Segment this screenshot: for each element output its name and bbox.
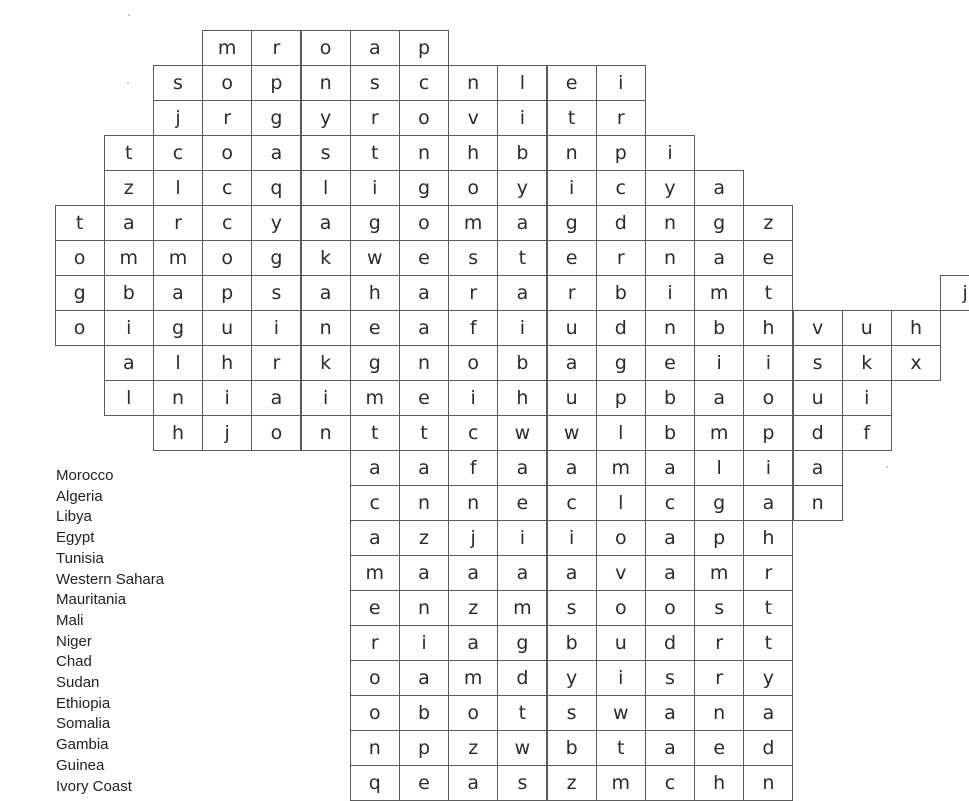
grid-cell: a <box>694 170 744 206</box>
grid-cell: g <box>547 205 597 241</box>
grid-cell: z <box>743 205 793 241</box>
word-list-item: Guinea <box>56 756 105 774</box>
grid-cell: p <box>399 30 449 66</box>
word-list-item: Mauritania <box>56 591 127 609</box>
grid-cell: s <box>547 590 597 626</box>
grid-cell: e <box>497 485 547 521</box>
grid-cell: t <box>350 135 400 171</box>
grid-cell: g <box>350 345 400 381</box>
grid-cell: e <box>399 765 449 801</box>
grid-cell: h <box>743 520 793 556</box>
grid-cell: w <box>497 730 547 766</box>
grid-cell: l <box>104 380 154 416</box>
grid-cell: o <box>399 205 449 241</box>
grid-cell: p <box>596 380 646 416</box>
grid-cell: s <box>547 695 597 731</box>
grid-cell: j <box>153 100 203 136</box>
grid-cell: v <box>793 310 843 346</box>
grid-cell: s <box>645 660 695 696</box>
grid-cell: g <box>251 100 301 136</box>
grid-cell: n <box>448 65 498 101</box>
grid-cell: t <box>497 695 547 731</box>
grid-cell: g <box>55 275 105 311</box>
grid-cell: r <box>743 555 793 591</box>
word-list-item: Mali <box>56 611 84 629</box>
grid-cell: g <box>153 310 203 346</box>
grid-cell: a <box>743 695 793 731</box>
scan-speck <box>128 14 130 16</box>
grid-cell: b <box>399 695 449 731</box>
grid-cell: a <box>645 695 695 731</box>
word-list <box>56 466 164 797</box>
grid-cell: a <box>104 205 154 241</box>
grid-cell: a <box>448 555 498 591</box>
grid-cell: a <box>153 275 203 311</box>
grid-cell: s <box>448 240 498 276</box>
grid-cell: n <box>301 310 351 346</box>
grid-cell: c <box>153 135 203 171</box>
grid-cell: a <box>399 450 449 486</box>
grid-cell: i <box>350 170 400 206</box>
grid-cell: h <box>891 310 941 346</box>
grid-cell: q <box>251 170 301 206</box>
grid-cell: n <box>743 765 793 801</box>
grid-cell: e <box>547 240 597 276</box>
grid-cell: f <box>448 310 498 346</box>
grid-cell: o <box>743 380 793 416</box>
grid-cell: n <box>399 345 449 381</box>
grid-cell: i <box>202 380 252 416</box>
grid-cell: o <box>301 30 351 66</box>
grid-cell: a <box>251 135 301 171</box>
grid-cell: s <box>251 275 301 311</box>
grid-cell: a <box>645 520 695 556</box>
grid-cell: h <box>350 275 400 311</box>
grid-cell: i <box>547 170 597 206</box>
grid-cell: h <box>743 310 793 346</box>
grid-cell: o <box>202 65 252 101</box>
grid-cell: c <box>202 170 252 206</box>
word-list-item: Ivory Coast <box>56 777 132 795</box>
grid-cell: b <box>596 275 646 311</box>
grid-cell: i <box>596 660 646 696</box>
grid-cell: u <box>793 380 843 416</box>
grid-cell: a <box>645 730 695 766</box>
grid-cell: m <box>596 765 646 801</box>
grid-cell: c <box>645 765 695 801</box>
grid-cell: l <box>497 65 547 101</box>
grid-cell: g <box>596 345 646 381</box>
grid-cell: i <box>694 345 744 381</box>
grid-cell: a <box>399 555 449 591</box>
grid-cell: u <box>596 625 646 661</box>
grid-cell: m <box>694 555 744 591</box>
grid-cell: b <box>104 275 154 311</box>
grid-cell: l <box>153 345 203 381</box>
grid-cell: h <box>694 765 744 801</box>
grid-cell: a <box>448 625 498 661</box>
grid-cell: o <box>251 415 301 451</box>
grid-cell: r <box>350 100 400 136</box>
grid-cell: b <box>547 625 597 661</box>
grid-cell: m <box>350 380 400 416</box>
grid-cell: p <box>743 415 793 451</box>
scan-speck <box>886 466 888 468</box>
grid-cell: c <box>350 485 400 521</box>
grid-cell: t <box>743 275 793 311</box>
grid-cell: k <box>842 345 892 381</box>
grid-cell: m <box>350 555 400 591</box>
grid-cell: n <box>399 135 449 171</box>
grid-cell: m <box>104 240 154 276</box>
grid-cell: f <box>842 415 892 451</box>
grid-cell: i <box>399 625 449 661</box>
grid-cell: s <box>694 590 744 626</box>
grid-cell: f <box>448 450 498 486</box>
grid-cell: t <box>497 240 547 276</box>
grid-cell: i <box>743 450 793 486</box>
grid-cell: b <box>497 135 547 171</box>
grid-cell: e <box>399 380 449 416</box>
grid-cell: e <box>694 730 744 766</box>
grid-cell: r <box>596 240 646 276</box>
grid-cell: r <box>251 30 301 66</box>
grid-cell: i <box>645 275 695 311</box>
grid-cell: n <box>153 380 203 416</box>
grid-cell: a <box>547 555 597 591</box>
grid-cell: i <box>547 520 597 556</box>
grid-cell: l <box>153 170 203 206</box>
grid-cell: r <box>694 660 744 696</box>
grid-cell: i <box>645 135 695 171</box>
grid-cell: a <box>694 240 744 276</box>
grid-cell: w <box>596 695 646 731</box>
grid-cell: b <box>645 380 695 416</box>
grid-cell: m <box>497 590 547 626</box>
grid-cell: r <box>596 100 646 136</box>
grid-cell: i <box>842 380 892 416</box>
grid-cell: d <box>743 730 793 766</box>
grid-cell: a <box>645 450 695 486</box>
grid-cell: a <box>350 520 400 556</box>
grid-cell: w <box>350 240 400 276</box>
grid-cell: j <box>448 520 498 556</box>
grid-cell: w <box>547 415 597 451</box>
grid-cell: t <box>596 730 646 766</box>
grid-cell: m <box>694 415 744 451</box>
grid-cell: o <box>645 590 695 626</box>
grid-cell: o <box>202 135 252 171</box>
grid-cell: n <box>350 730 400 766</box>
grid-cell: d <box>497 660 547 696</box>
grid-cell: y <box>497 170 547 206</box>
grid-cell: o <box>448 170 498 206</box>
grid-cell: n <box>793 485 843 521</box>
grid-cell: y <box>301 100 351 136</box>
word-list-item: Morocco <box>56 467 114 484</box>
grid-cell: n <box>645 310 695 346</box>
grid-cell: t <box>547 100 597 136</box>
grid-cell: a <box>301 205 351 241</box>
grid-cell: r <box>153 205 203 241</box>
grid-cell: r <box>694 625 744 661</box>
grid-cell: u <box>842 310 892 346</box>
scan-speck <box>127 82 129 84</box>
grid-cell: o <box>202 240 252 276</box>
grid-cell: l <box>596 415 646 451</box>
word-list-item: Ethiopia <box>56 694 111 712</box>
grid-cell: d <box>596 205 646 241</box>
grid-cell: a <box>399 660 449 696</box>
grid-cell: g <box>694 485 744 521</box>
grid-cell: a <box>104 345 154 381</box>
word-list-item: Libya <box>56 508 92 526</box>
grid-cell: g <box>251 240 301 276</box>
grid-cell: b <box>694 310 744 346</box>
grid-cell: n <box>547 135 597 171</box>
grid-cell: o <box>350 660 400 696</box>
word-list-item: Gambia <box>56 736 109 754</box>
grid-cell: n <box>301 65 351 101</box>
grid-cell: r <box>202 100 252 136</box>
grid-cell: a <box>251 380 301 416</box>
grid-cell: m <box>153 240 203 276</box>
grid-cell: u <box>547 310 597 346</box>
grid-cell: t <box>743 590 793 626</box>
grid-cell: o <box>448 695 498 731</box>
grid-cell: z <box>448 590 498 626</box>
grid-cell: y <box>743 660 793 696</box>
grid-cell: a <box>793 450 843 486</box>
grid-cell: a <box>350 450 400 486</box>
grid-cell: i <box>301 380 351 416</box>
word-list-item: Algeria <box>56 487 103 505</box>
grid-cell: e <box>399 240 449 276</box>
grid-cell: v <box>596 555 646 591</box>
grid-cell: o <box>350 695 400 731</box>
grid-cell: c <box>202 205 252 241</box>
grid-cell: a <box>497 275 547 311</box>
grid-cell: c <box>448 415 498 451</box>
grid-cell: p <box>694 520 744 556</box>
grid-cell: c <box>399 65 449 101</box>
grid-cell: u <box>202 310 252 346</box>
grid-cell: i <box>251 310 301 346</box>
grid-cell: g <box>497 625 547 661</box>
grid-cell: z <box>547 765 597 801</box>
grid-cell: g <box>694 205 744 241</box>
grid-cell: s <box>497 765 547 801</box>
grid-cell: r <box>448 275 498 311</box>
grid-cell: s <box>153 65 203 101</box>
grid-cell: a <box>301 275 351 311</box>
grid-cell: o <box>55 240 105 276</box>
grid-cell: s <box>301 135 351 171</box>
grid-cell: p <box>399 730 449 766</box>
grid-cell: j <box>940 275 969 311</box>
grid-cell: y <box>645 170 695 206</box>
grid-cell: y <box>251 205 301 241</box>
grid-cell: a <box>547 450 597 486</box>
grid-cell: o <box>399 100 449 136</box>
grid-cell: s <box>793 345 843 381</box>
grid-cell: d <box>793 415 843 451</box>
grid-cell: b <box>547 730 597 766</box>
grid-cell: i <box>497 520 547 556</box>
grid-cell: l <box>596 485 646 521</box>
grid-cell: r <box>251 345 301 381</box>
word-list-item: Niger <box>56 632 92 650</box>
grid-cell: a <box>497 205 547 241</box>
grid-cell: d <box>596 310 646 346</box>
grid-cell: a <box>743 485 793 521</box>
grid-cell: k <box>301 345 351 381</box>
grid-cell: o <box>448 345 498 381</box>
grid-cell: n <box>645 240 695 276</box>
grid-cell: g <box>350 205 400 241</box>
grid-cell: a <box>497 555 547 591</box>
grid-cell: p <box>251 65 301 101</box>
grid-cell: z <box>448 730 498 766</box>
grid-cell: o <box>596 520 646 556</box>
grid-cell: i <box>448 380 498 416</box>
word-list-item: Sudan <box>56 674 100 692</box>
grid-cell: b <box>497 345 547 381</box>
grid-cell: a <box>448 765 498 801</box>
grid-cell: n <box>448 485 498 521</box>
grid-cell: e <box>645 345 695 381</box>
grid-cell: p <box>202 275 252 311</box>
word-list-item: Egypt <box>56 529 95 547</box>
grid-cell: m <box>448 205 498 241</box>
grid-cell: j <box>202 415 252 451</box>
grid-cell: o <box>596 590 646 626</box>
grid-cell: n <box>694 695 744 731</box>
grid-cell: m <box>596 450 646 486</box>
word-list-item: Western Sahara <box>56 570 165 588</box>
grid-cell: a <box>645 555 695 591</box>
grid-cell: h <box>153 415 203 451</box>
grid-cell: r <box>350 625 400 661</box>
grid-cell: c <box>596 170 646 206</box>
grid-cell: l <box>301 170 351 206</box>
grid-cell: z <box>104 170 154 206</box>
grid-cell: i <box>743 345 793 381</box>
grid-cell: n <box>645 205 695 241</box>
grid-cell: r <box>547 275 597 311</box>
grid-cell: y <box>547 660 597 696</box>
grid-cell: p <box>596 135 646 171</box>
grid-cell: a <box>497 450 547 486</box>
grid-cell: a <box>350 30 400 66</box>
grid-cell: n <box>399 590 449 626</box>
grid-cell: i <box>104 310 154 346</box>
grid-cell: e <box>350 310 400 346</box>
grid-cell: d <box>645 625 695 661</box>
grid-cell: m <box>202 30 252 66</box>
word-list-item: Tunisia <box>56 549 104 567</box>
grid-cell: h <box>202 345 252 381</box>
grid-cell: b <box>645 415 695 451</box>
grid-cell: v <box>448 100 498 136</box>
grid-cell: g <box>399 170 449 206</box>
grid-cell: l <box>694 450 744 486</box>
grid-cell: c <box>645 485 695 521</box>
grid-cell: t <box>55 205 105 241</box>
grid-cell: u <box>547 380 597 416</box>
grid-cell: k <box>301 240 351 276</box>
grid-cell: i <box>497 100 547 136</box>
grid-cell: e <box>547 65 597 101</box>
grid-cell: c <box>547 485 597 521</box>
grid-cell: t <box>399 415 449 451</box>
word-list-item: Somalia <box>56 715 111 733</box>
grid-cell: e <box>743 240 793 276</box>
grid-cell: n <box>301 415 351 451</box>
grid-cell: w <box>497 415 547 451</box>
grid-cell: h <box>448 135 498 171</box>
grid-cell: x <box>891 345 941 381</box>
grid-cell: t <box>350 415 400 451</box>
grid-cell: e <box>350 590 400 626</box>
grid-cell: h <box>497 380 547 416</box>
grid-cell: a <box>694 380 744 416</box>
grid-cell: n <box>399 485 449 521</box>
grid-cell: q <box>350 765 400 801</box>
grid-cell: t <box>743 625 793 661</box>
grid-cell: a <box>399 310 449 346</box>
word-list-item: Chad <box>56 653 92 671</box>
grid-cell: s <box>350 65 400 101</box>
grid-cell: z <box>399 520 449 556</box>
grid-cell: i <box>497 310 547 346</box>
grid-cell: i <box>596 65 646 101</box>
grid-cell: t <box>104 135 154 171</box>
grid-cell: m <box>694 275 744 311</box>
grid-cell: a <box>399 275 449 311</box>
grid-cell: a <box>547 345 597 381</box>
grid-cell: o <box>55 310 105 346</box>
grid-cell: m <box>448 660 498 696</box>
